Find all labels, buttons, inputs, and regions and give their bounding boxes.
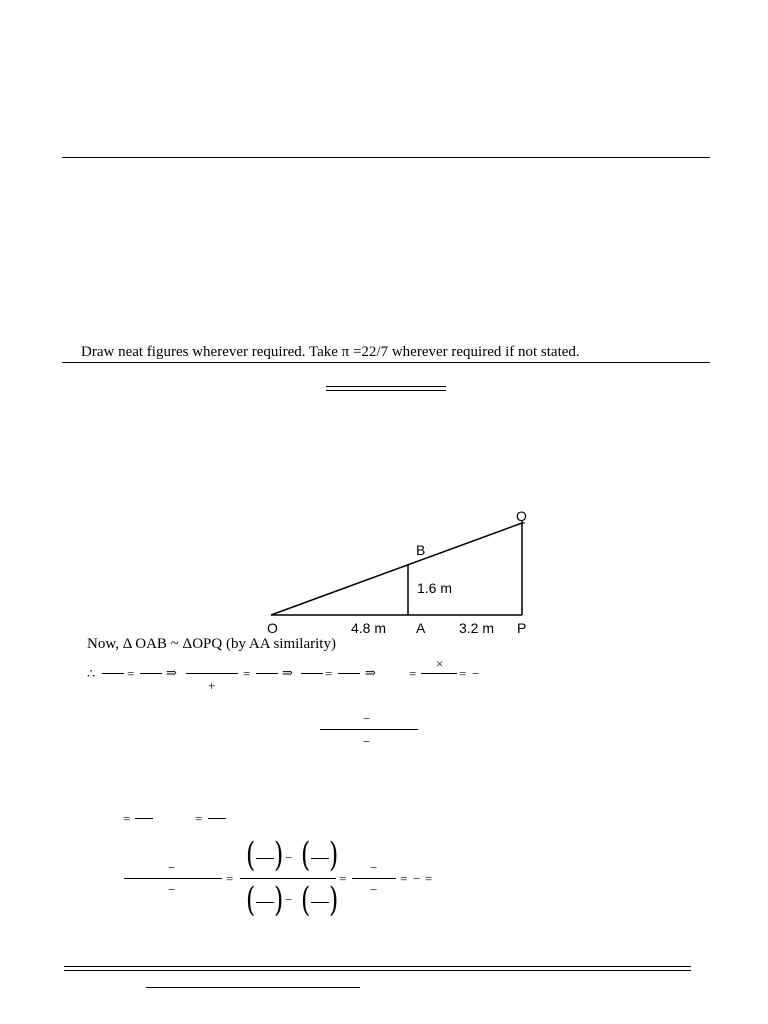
paren-close: ) [273, 880, 284, 920]
fraction-bar [140, 673, 162, 674]
times-sign: × [436, 656, 444, 671]
paren-close: ) [273, 835, 284, 875]
label-p: P [517, 620, 527, 636]
instructions-text: Draw neat figures wherever required. Take π =22/7 wherever required if not stated. [81, 344, 580, 360]
minus-sign: − [370, 860, 378, 875]
fraction-bar [256, 858, 274, 859]
equals-sign: = [243, 666, 251, 681]
fraction-bar [102, 673, 124, 674]
paren-open: ( [300, 880, 311, 920]
similarity-statement: Now, Δ OAB ~ ΔOPQ (by AA similarity) [87, 636, 336, 652]
fraction-bar [301, 673, 323, 674]
equals-sign: = [409, 666, 417, 681]
label-a: A [416, 620, 426, 636]
minus-sign: − [363, 711, 371, 726]
minus-sign: − [413, 871, 421, 886]
fraction-bar [352, 878, 396, 879]
minus-sign: − [472, 666, 480, 681]
paren-close: ) [328, 835, 339, 875]
minus-sign: − [370, 882, 378, 897]
footer-rule-1 [64, 966, 691, 967]
implies-symbol: ⇒ [365, 665, 376, 680]
fraction-bar [311, 902, 329, 903]
equals-sign: = [226, 871, 234, 886]
paren-open: ( [245, 880, 256, 920]
fraction-bar [311, 858, 329, 859]
paren-open: ( [245, 835, 256, 875]
paren-close: ) [328, 880, 339, 920]
equals-sign: = [195, 811, 203, 826]
minus-sign: − [285, 892, 293, 907]
fraction-bar [240, 878, 336, 879]
fraction-bar [338, 673, 360, 674]
minus-sign: − [168, 882, 176, 897]
footer-short-rule [146, 987, 360, 988]
therefore-symbol: ∴ [87, 666, 96, 681]
fraction-bar [186, 673, 238, 674]
equals-sign: = [459, 666, 467, 681]
fraction-bar [124, 878, 222, 879]
label-o: O [267, 620, 278, 636]
label-q: Q [516, 508, 527, 524]
equals-sign: = [123, 811, 131, 826]
fraction-bar [256, 902, 274, 903]
label-oa-length: 4.8 m [351, 620, 387, 636]
fraction-bar [135, 818, 153, 819]
label-ab-length: 1.6 m [417, 580, 453, 596]
equals-sign: = [425, 871, 433, 886]
plus-sign: + [208, 678, 216, 693]
minus-sign: − [285, 850, 293, 865]
label-ap-length: 3.2 m [459, 620, 495, 636]
footer-rule-2 [64, 970, 691, 971]
equals-sign: = [339, 871, 347, 886]
implies-symbol: ⇒ [282, 665, 293, 680]
paren-open: ( [300, 835, 311, 875]
fraction-bar [421, 673, 457, 674]
label-b: B [416, 542, 426, 558]
equals-sign: = [325, 666, 333, 681]
equals-sign: = [400, 871, 408, 886]
line-oq [271, 523, 522, 615]
equals-sign: = [127, 666, 135, 681]
fraction-bar [256, 673, 278, 674]
implies-symbol: ⇒ [166, 665, 177, 680]
fraction-bar [320, 729, 418, 730]
minus-sign: − [363, 734, 371, 749]
minus-sign: − [168, 860, 176, 875]
fraction-bar [208, 818, 226, 819]
